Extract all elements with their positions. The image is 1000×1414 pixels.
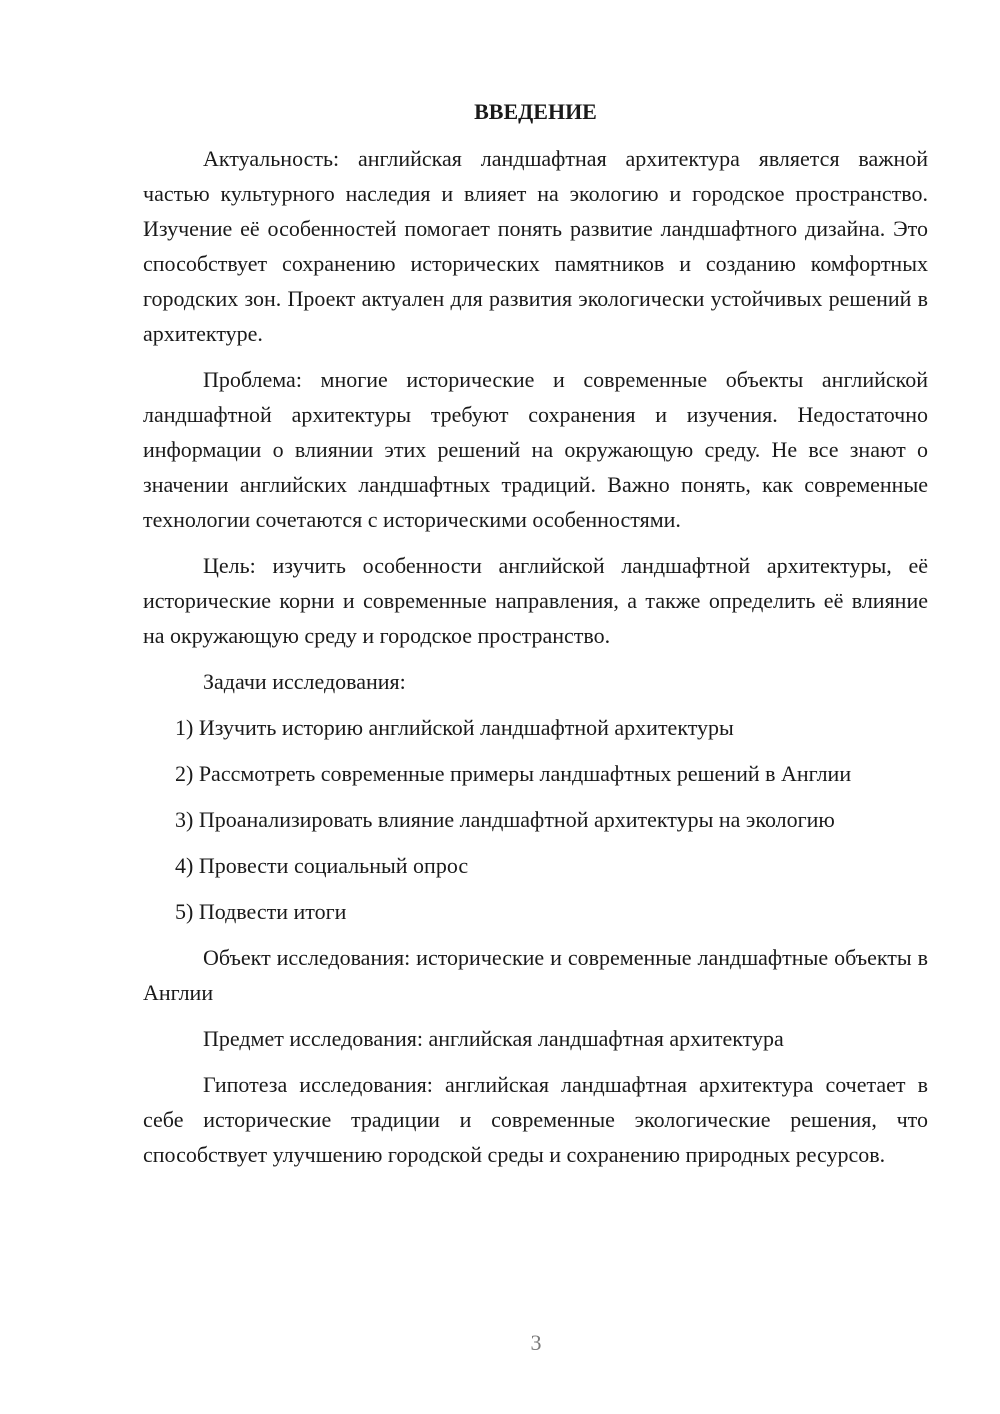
hypothesis-paragraph: Гипотеза исследования: английская ландшафтная архитектура сочетает в себе исторические традиции и современные экологические решения, что способствует улучшению городской среды и сохранению природных ресурсов.	[143, 1072, 928, 1167]
subject-paragraph: Предмет исследования: английская ландшафтная архитектура	[203, 1026, 784, 1051]
list-item: 3) Проанализировать влияние ландшафтной архитектуры на экологию	[175, 807, 835, 832]
object-paragraph: Объект исследования: исторические и современные ландшафтные объекты в Англии	[143, 945, 928, 1005]
list-item: 4) Провести социальный опрос	[175, 853, 469, 878]
page-content	[143, 94, 928, 1183]
list-item: 2) Рассмотреть современные примеры ландшафтных решений в Англии	[175, 761, 852, 786]
tasks-title: Задачи исследования:	[203, 669, 406, 694]
tasks-list	[143, 710, 928, 929]
page-title: ВВЕДЕНИЕ	[474, 99, 597, 124]
list-item: 1) Изучить историю английской ландшафтной архитектуры	[175, 715, 734, 740]
page-number: 3	[530, 1330, 542, 1355]
list-item: 5) Подвести итоги	[175, 899, 347, 924]
relevance-paragraph: Актуальность: английская ландшафтная архитектура является важной частью культурного наследия и влияет на экологию и городское пространство. Изучение её особенностей помогает понять развитие ландшафтного дизайна. Это способствует сохранению исторических памятников и созданию комфортных городских зон. Проект актуален для развития экологически устойчивых решений в архитектуре.	[143, 146, 928, 346]
goal-paragraph: Цель: изучить особенности английской ландшафтной архитектуры, её исторические корни и современные направления, а также определить её влияние на окружающую среду и городское пространство.	[143, 553, 928, 648]
problem-paragraph: Проблема: многие исторические и современные объекты английской ландшафтной архитектуры требуют сохранения и изучения. Недостаточно информации о влиянии этих решений на окружающую среду. Не все знают о значении английских ландшафтных традиций. Важно понять, как современные технологии сочетаются с историческими особенностями.	[143, 367, 928, 532]
